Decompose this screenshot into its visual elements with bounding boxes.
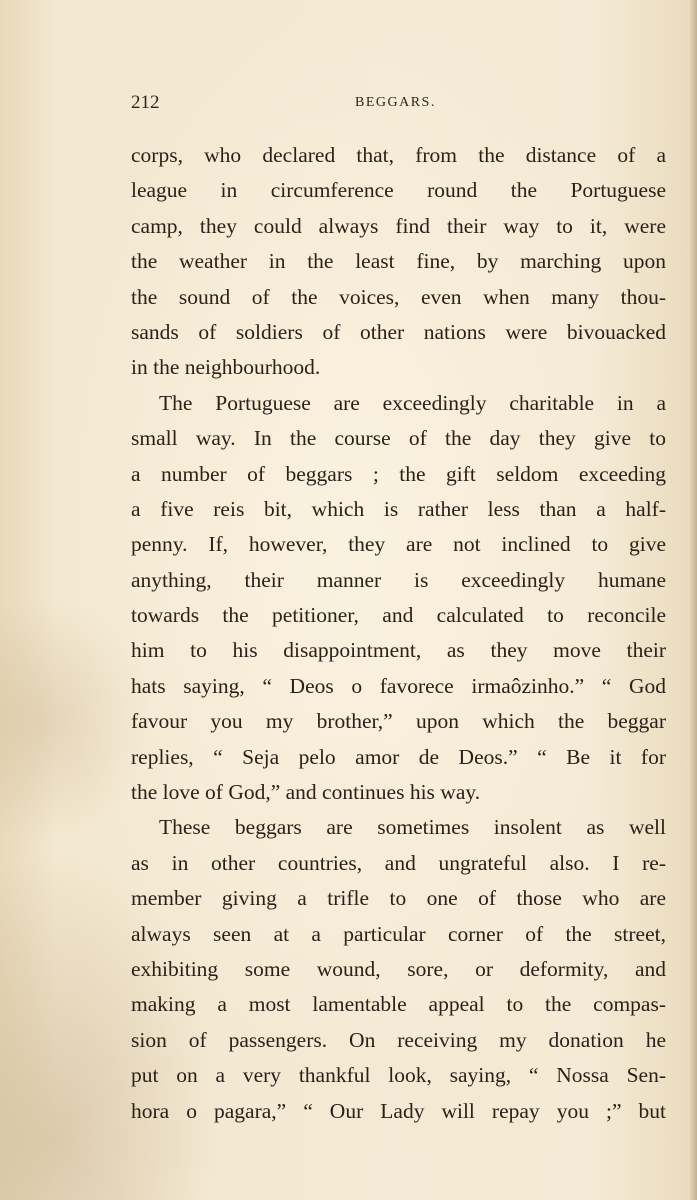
text-line: sands of soldiers of other nations were bivouacked	[131, 319, 666, 344]
paragraph-first-line: The Portuguese are exceedingly charitable in a	[159, 390, 666, 415]
text-line: the sound of the voices, even when many thou-	[131, 284, 666, 309]
text-line: the weather in the least fine, by marching upon	[131, 249, 666, 274]
page-number: 212	[131, 92, 160, 113]
text-line: hats saying, “ Deos o favorece irmaôzinho.” “ God	[131, 673, 666, 698]
text-line: put on a very thankful look, saying, “ Nossa Sen-	[131, 1063, 666, 1088]
text-line: a number of beggars ; the gift seldom exceeding	[131, 461, 666, 486]
text-line: exhibiting some wound, sore, or deformity, and	[131, 956, 666, 981]
text-line: favour you my brother,” upon which the beggar	[131, 709, 666, 734]
paragraph-first-line: These beggars are sometimes insolent as well	[159, 815, 666, 840]
text-line: making a most lamentable appeal to the compas-	[131, 992, 666, 1017]
text-line: league in circumference round the Portuguese	[131, 178, 666, 203]
text-line: sion of passengers. On receiving my donation he	[131, 1027, 666, 1052]
body-text	[131, 138, 666, 1129]
text-line: always seen at a particular corner of the street,	[131, 921, 666, 946]
text-line: member giving a trifle to one of those who are	[131, 886, 666, 911]
text-line: him to his disappointment, as they move their	[131, 638, 666, 663]
text-line: anything, their manner is exceedingly humane	[131, 567, 666, 592]
text-line: replies, “ Seja pelo amor de Deos.” “ Be it for	[131, 744, 666, 769]
running-title: BEGGARS.	[355, 95, 436, 110]
text-line: camp, they could always find their way to it, were	[131, 213, 666, 238]
text-line: the love of God,” and continues his way.	[131, 780, 481, 805]
text-line: small way. In the course of the day they give to	[131, 426, 666, 451]
running-head	[131, 92, 666, 116]
text-line: penny. If, however, they are not inclined to give	[131, 532, 666, 557]
text-line: as in other countries, and ungrateful also. I re-	[131, 850, 666, 875]
page-edge-shadow	[689, 0, 697, 1200]
text-line: hora o pagara,” “ Our Lady will repay you ;” but	[131, 1098, 666, 1123]
text-line: corps, who declared that, from the distance of a	[131, 143, 666, 167]
text-line: towards the petitioner, and calculated to reconcile	[131, 603, 666, 628]
text-line: a five reis bit, which is rather less than a half-	[131, 496, 666, 521]
text-line: in the neighbourhood.	[131, 355, 321, 380]
